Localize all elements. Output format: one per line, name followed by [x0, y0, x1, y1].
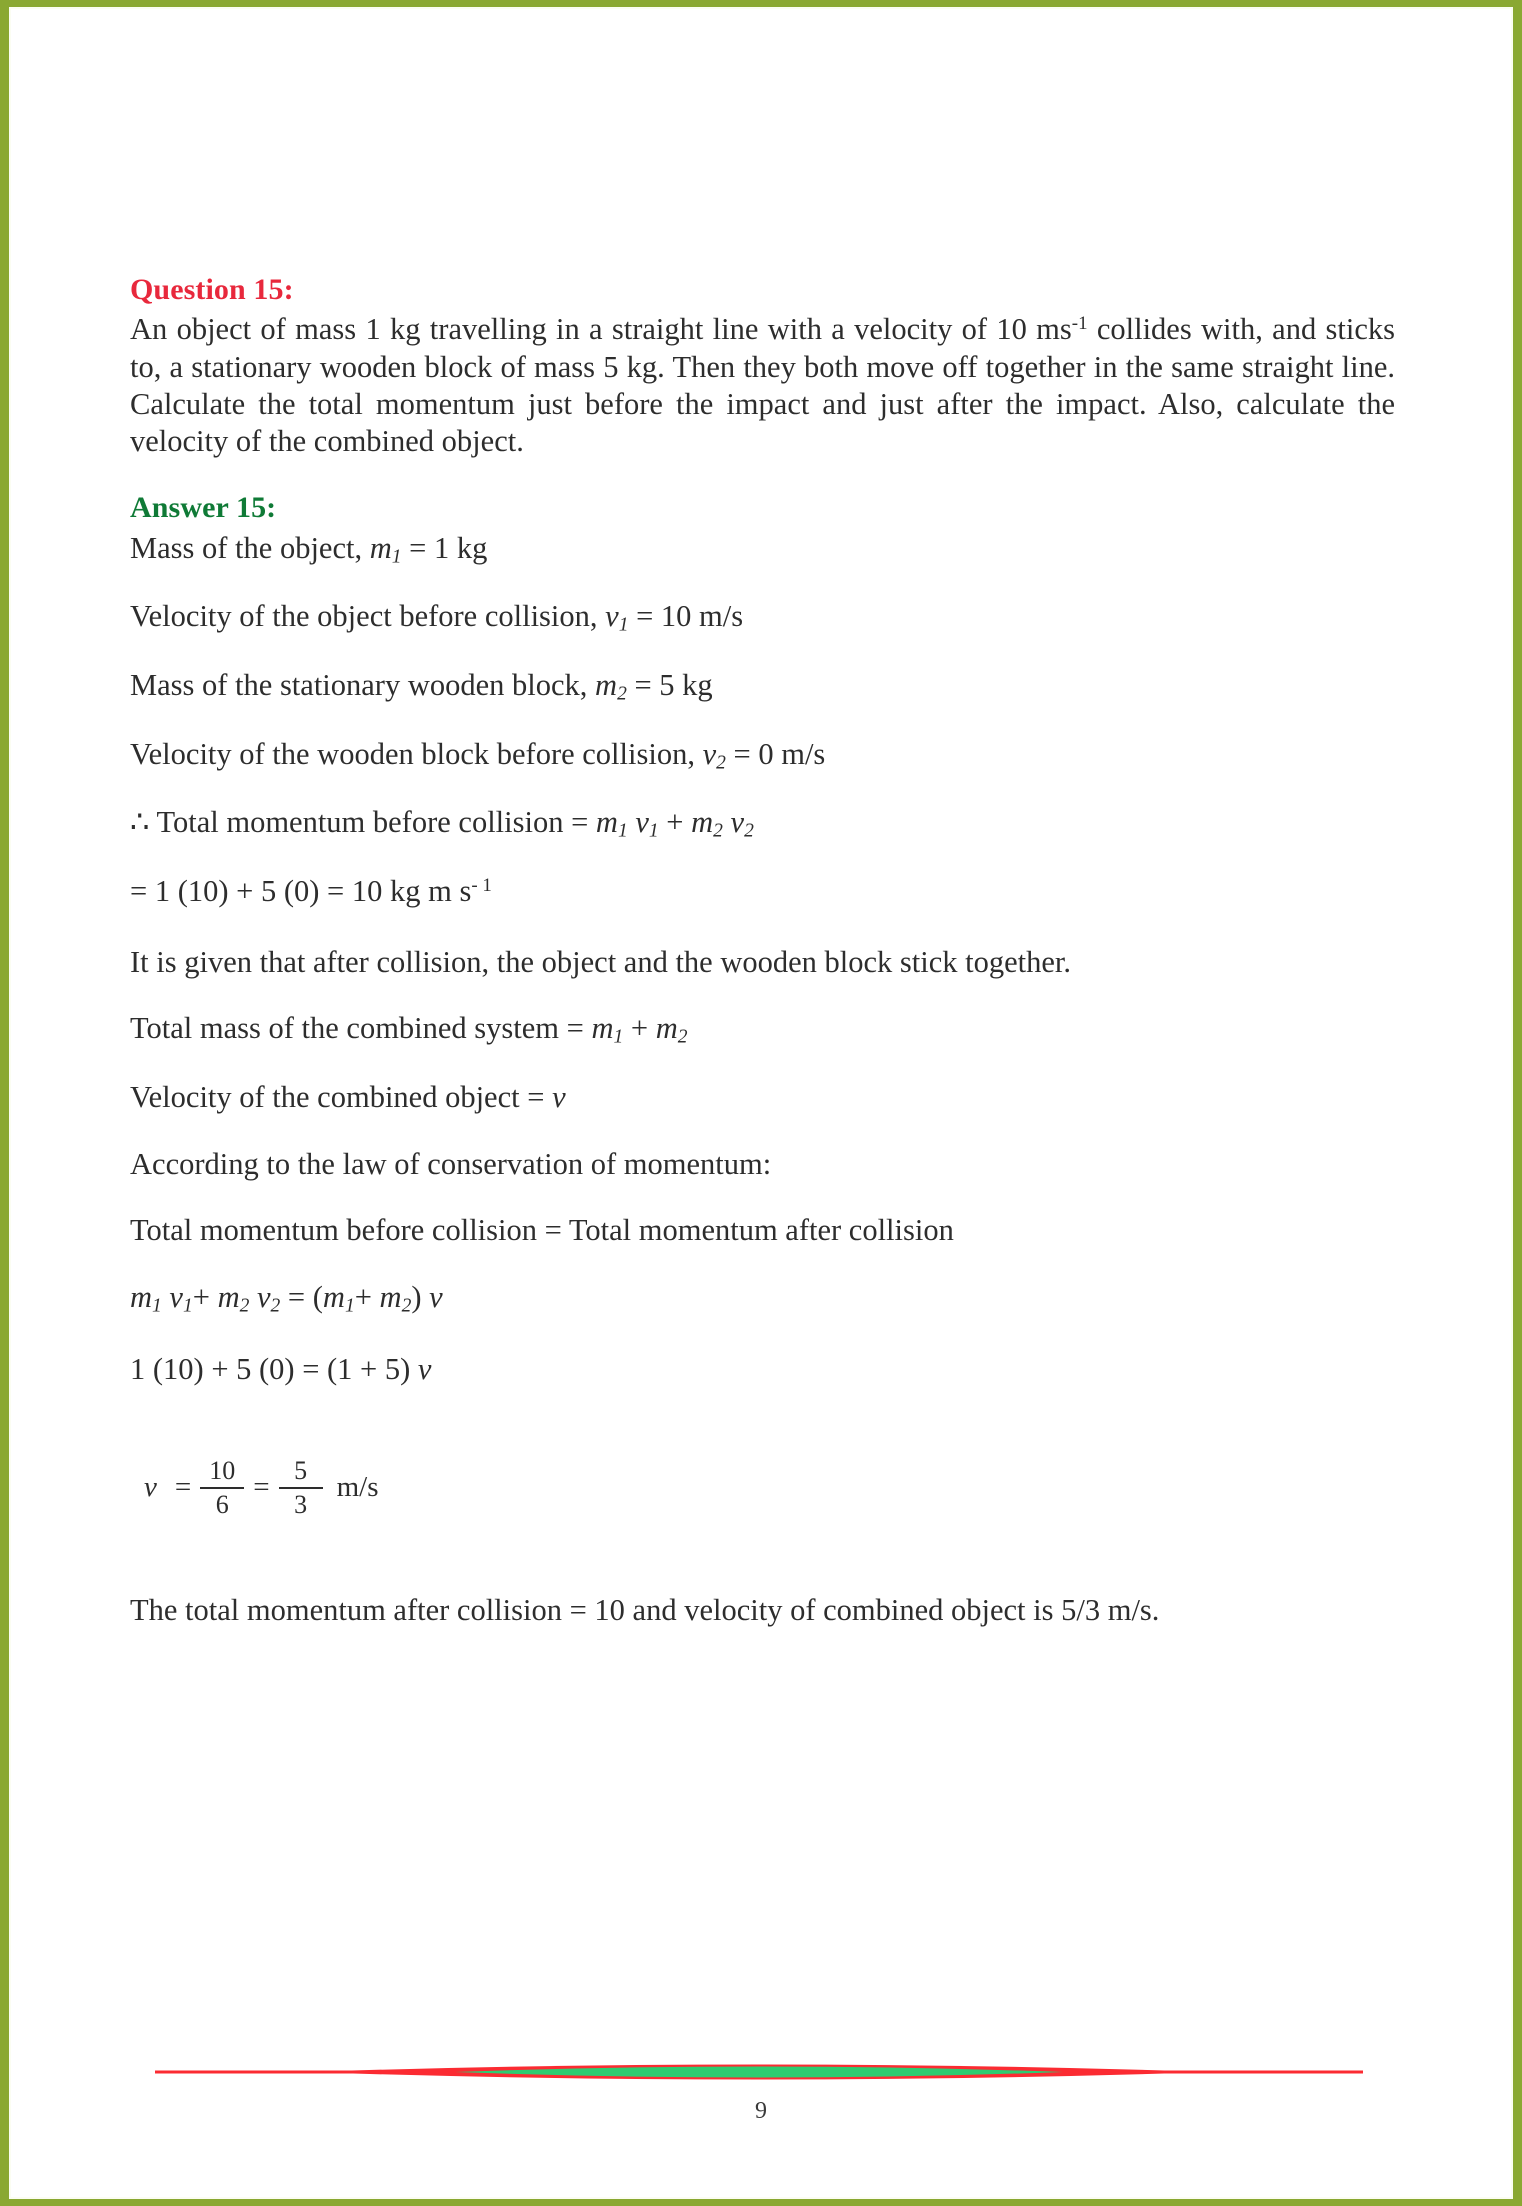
equals-operator: = ( [280, 1279, 323, 1314]
answer-line-mass-object [130, 530, 1395, 569]
answer-line-velocity-object [130, 598, 1395, 637]
label-text: Velocity of the object before collision, [130, 599, 606, 634]
answer-line-combined-velocity [130, 1079, 1395, 1116]
fraction-equation [144, 1440, 1395, 1536]
answer-heading: Answer 15: [130, 491, 277, 525]
subscript-1: 1 [182, 1294, 193, 1316]
question-paragraph [130, 311, 1395, 460]
subscript-2: 2 [239, 1294, 250, 1316]
superscript-minus-one: - 1 [471, 875, 492, 897]
label-text: Mass of the object, [130, 530, 370, 565]
symbol-m: m [595, 805, 618, 840]
answer-closing-paragraph: The total momentum after collision = 10 and velocity of combined object is 5/3 m/s. [130, 1592, 1160, 1627]
subscript-2: 2 [716, 751, 726, 773]
label-text: Total mass of the combined system = [130, 1011, 592, 1046]
subscript-1: 1 [344, 1294, 355, 1316]
answer-line-momentum-value [130, 873, 1395, 910]
fraction-numerator: 5 [294, 1455, 308, 1485]
subscript-2: 2 [617, 683, 627, 705]
symbol-m: m [691, 805, 714, 840]
plus-operator: + [658, 805, 692, 840]
symbol-m: m [322, 1279, 345, 1314]
fraction-denominator: 3 [294, 1489, 308, 1519]
spacer [723, 805, 731, 839]
symbol-m: m [655, 1011, 678, 1046]
answer-line-conservation: Total momentum before collision = Total momentum after collision [130, 1213, 954, 1248]
symbol-v: v [552, 1079, 566, 1114]
subscript-2: 2 [677, 1026, 688, 1048]
subscript-2: 2 [401, 1294, 412, 1316]
plus-operator: + [354, 1279, 380, 1314]
value-text: 1 (10) + 5 (0) = (1 + 5) [130, 1352, 418, 1387]
question-text-part1: An object of mass 1 kg travelling in a straight line with a velocity of 10 ms [130, 312, 1072, 347]
symbol-v: v [144, 1471, 157, 1504]
subscript-2: 2 [270, 1294, 281, 1316]
symbol-v: v [256, 1279, 271, 1314]
answer-line-mass-block [130, 667, 1395, 706]
subscript-1: 1 [617, 820, 628, 842]
value-text: = 5 kg [626, 667, 713, 702]
subscript-1: 1 [618, 614, 629, 636]
fraction-ten-sixths [200, 1455, 244, 1519]
symbol-v: v [429, 1279, 443, 1314]
symbol-v: v [605, 599, 619, 634]
answer-line-velocity-block [130, 736, 1395, 775]
symbol-v: v [702, 736, 717, 771]
close-paren: ) [411, 1279, 430, 1314]
symbol-m: m [217, 1279, 240, 1314]
answer-line-equation-numeric [130, 1351, 1395, 1388]
symbol-v: v [169, 1279, 183, 1314]
equals-operator: = [174, 1471, 192, 1504]
question-superscript: -1 [1071, 313, 1088, 335]
answer-body [130, 530, 1395, 1630]
label-text: Velocity of the combined object = [130, 1079, 553, 1114]
subscript-1: 1 [648, 820, 659, 842]
subscript-1: 1 [391, 545, 402, 567]
answer-line-total-mass [130, 1010, 1395, 1049]
value-text: = 0 m/s [725, 736, 826, 771]
value-text: = 10 m/s [628, 599, 744, 634]
equals-operator: = [253, 1471, 270, 1504]
page-number: 9 [755, 2098, 767, 2124]
symbol-v: v [730, 805, 745, 840]
page-content [130, 272, 1395, 1660]
leaf-divider-icon [155, 2054, 1363, 2090]
subscript-1: 1 [613, 1026, 624, 1048]
value-text: = 1 (10) + 5 (0) = 10 kg m s [130, 874, 472, 909]
symbol-m: m [591, 1011, 614, 1046]
question-heading: Question 15: [130, 273, 294, 306]
label-text: Mass of the stationary wooden block, [130, 667, 596, 702]
therefore-label: ∴ Total momentum before collision = [130, 805, 596, 840]
subscript-1: 1 [152, 1294, 162, 1316]
subscript-2: 2 [744, 820, 754, 842]
unit-label: m/s [336, 1471, 379, 1504]
label-text: Velocity of the wooden block before collision, [130, 736, 703, 771]
answer-line-stick-together: It is given that after collision, the object and the wooden block stick together. [130, 944, 1072, 979]
question-text-part2: collides with, and sticks to, a stationary wooden block of mass 5 kg. Then they both move off together in the same straight line. Calculate the total momentum just before the impact and just after the impact. Also, calculate the velocity of the combined object. [130, 312, 1395, 458]
subscript-2: 2 [713, 820, 723, 842]
answer-line-momentum-before [130, 804, 1395, 843]
symbol-v: v [635, 805, 649, 840]
plus-operator: + [623, 1011, 656, 1046]
fraction-denominator: 6 [215, 1489, 229, 1519]
value-text: = 1 kg [401, 530, 488, 565]
answer-line-equation-symbolic [130, 1279, 1395, 1318]
fraction-numerator: 10 [209, 1455, 236, 1485]
symbol-m: m [130, 1279, 153, 1314]
fraction-five-thirds [279, 1455, 323, 1519]
spacer [249, 1280, 257, 1314]
symbol-m: m [379, 1279, 402, 1314]
answer-line-law-statement: According to the law of conservation of momentum: [130, 1146, 772, 1181]
symbol-m: m [369, 530, 392, 565]
symbol-m: m [595, 667, 618, 702]
plus-operator: + [192, 1279, 218, 1314]
symbol-v: v [417, 1352, 432, 1387]
